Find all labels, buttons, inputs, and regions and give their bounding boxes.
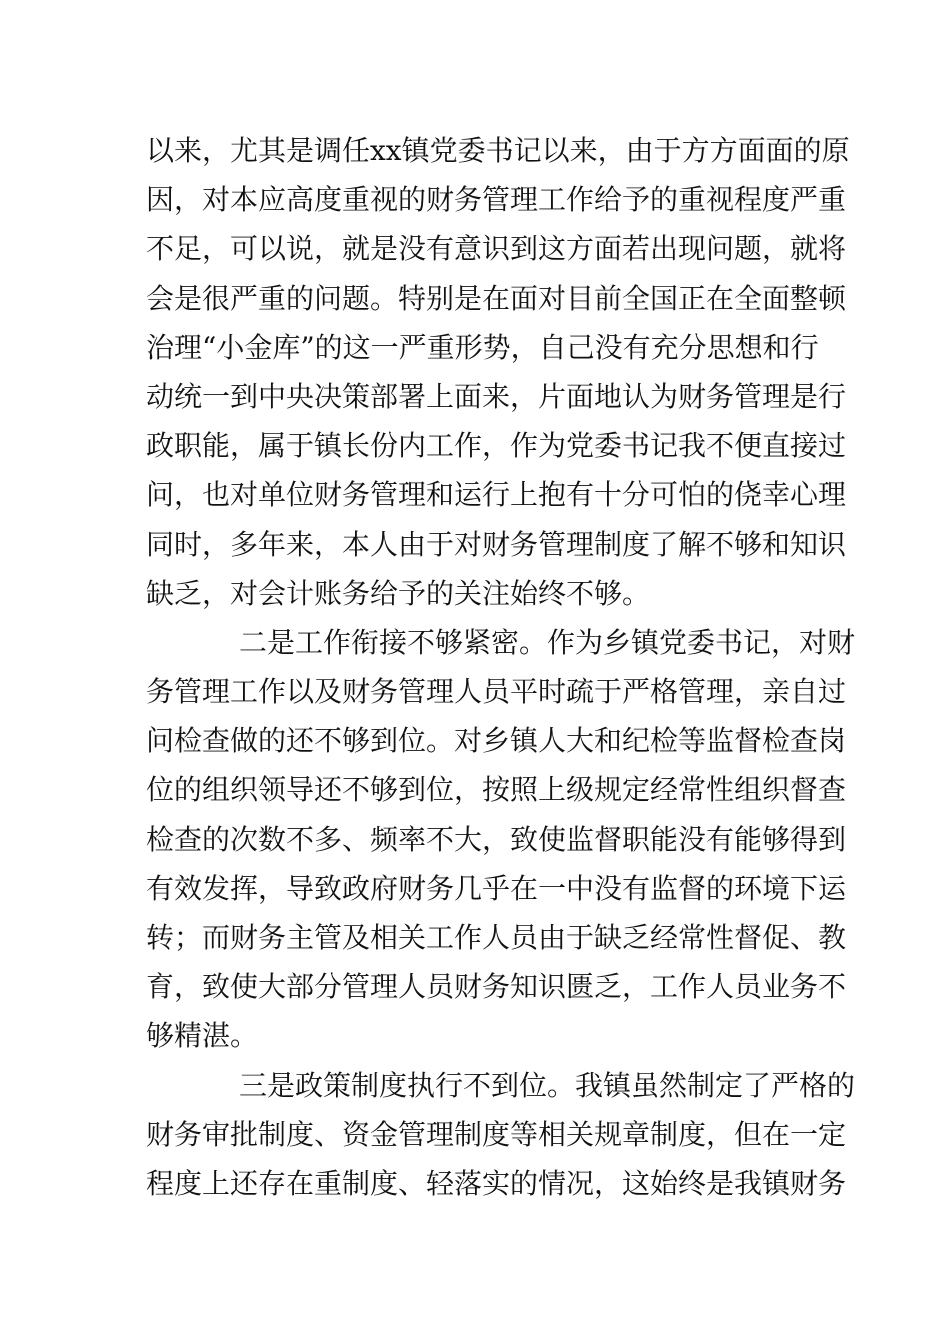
paragraph-end-line: 缺乏，对会计账务给予的关注始终不够。: [146, 576, 651, 610]
text-line: 治理“小金库”的这一严重形势，自己没有充分思想和行: [146, 330, 819, 364]
paragraph-end-line: 够精湛。: [146, 1019, 259, 1053]
text-line: 检查的次数不多、频率不大，致使监督职能没有能够得到: [146, 822, 847, 856]
paragraph-start-line: 二是工作衔接不够紧密。作为乡镇党委书记，对财: [239, 625, 856, 659]
text-line: 务管理工作以及财务管理人员平时疏于严格管理，亲自过: [146, 675, 847, 709]
text-line: 育，致使大部分管理人员财务知识匮乏，工作人员业务不: [146, 970, 847, 1004]
paragraph-start-line: 三是政策制度执行不到位。我镇虽然制定了严格的: [239, 1068, 856, 1102]
text-line: 不足，可以说，就是没有意识到这方面若出现问题，就将: [146, 232, 847, 266]
body-text: [146, 126, 856, 1208]
text-line: 以来，尤其是调任xx镇党委书记以来，由于方方面面的原: [146, 134, 850, 167]
text-line: 转；而财务主管及相关工作人员由于缺乏经常性督促、教: [146, 921, 847, 954]
text-line: 问检查做的还不够到位。对乡镇人大和纪检等监督检查岗: [146, 724, 847, 758]
text-line: 问，也对单位财务管理和运行上抱有十分可怕的侥幸心理: [146, 478, 847, 512]
text-line: 有效发挥，导致政府财务几乎在一中没有监督的环境下运: [146, 871, 847, 905]
text-line: 位的组织领导还不够到位，按照上级规定经常性组织督查: [146, 773, 847, 807]
text-line: 财务审批制度、资金管理制度等相关规章制度，但在一定: [146, 1117, 847, 1151]
text-line: 动统一到中央决策部署上面来，片面地认为财务管理是行: [146, 379, 847, 413]
text-line: 政职能，属于镇长份内工作，作为党委书记我不便直接过: [146, 429, 847, 463]
text-line: 程度上还存在重制度、轻落实的情况，这始终是我镇财务: [146, 1166, 847, 1200]
text-line: 同时，多年来，本人由于对财务管理制度了解不够和知识: [146, 527, 847, 561]
text-line: 会是很严重的问题。特别是在面对目前全国正在全面整顿: [146, 281, 847, 315]
text-line: 因，对本应高度重视的财务管理工作给予的重视程度严重: [146, 183, 847, 217]
